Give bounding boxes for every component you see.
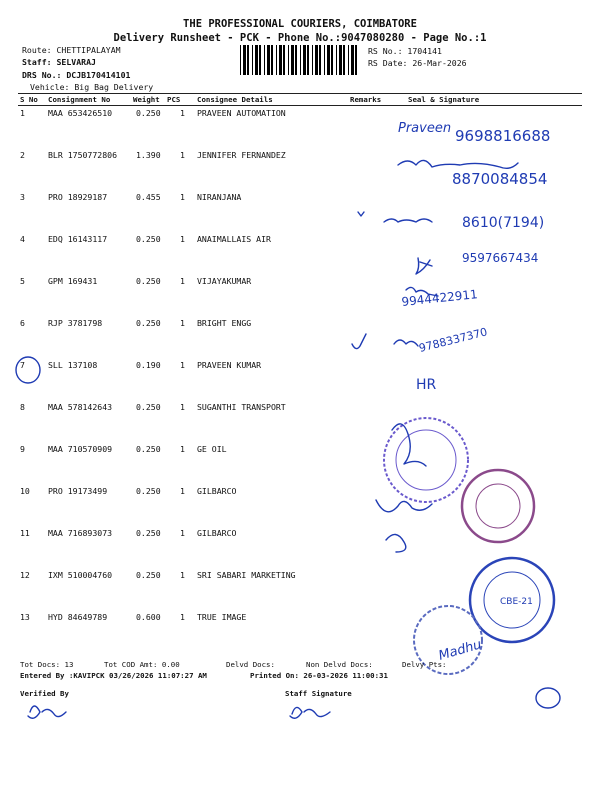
staff-signature-label: Staff Signature xyxy=(285,689,352,698)
cell-consignee: VIJAYAKUMAR xyxy=(197,276,252,286)
col-sno: S No xyxy=(20,95,38,104)
cell-pcs: 1 xyxy=(180,192,185,202)
delivered-docs: Delvd Docs: xyxy=(226,660,275,669)
staff-label: Staff: SELVARAJ xyxy=(22,57,96,67)
cell-weight: 0.455 xyxy=(136,192,161,202)
cell-consignee: PRAVEEN KUMAR xyxy=(197,360,262,370)
drs-label: DRS No.: DCJB170414101 xyxy=(22,70,131,80)
handwritten-initials-row7: HR xyxy=(416,377,437,393)
col-seal-signature: Seal & Signature xyxy=(408,95,480,104)
cell-sno: 3 xyxy=(20,192,25,202)
cell-consignment: MAA 578142643 xyxy=(48,402,113,412)
cell-consignment: HYD 84649789 xyxy=(48,612,108,622)
tick-mark-row6 xyxy=(352,334,366,349)
cell-consignee: SUGANTHI TRANSPORT xyxy=(197,402,286,412)
cell-weight: 0.250 xyxy=(136,234,161,244)
verified-by-signature xyxy=(28,706,66,718)
cell-consignment: MAA 716893073 xyxy=(48,528,113,538)
staff-signature-mark xyxy=(290,707,330,718)
cell-consignment: PRO 19173499 xyxy=(48,486,108,496)
cell-consignee: SRI SABARI MARKETING xyxy=(197,570,296,580)
cell-pcs: 1 xyxy=(180,486,185,496)
company-seal-large xyxy=(384,418,468,502)
handwritten-name-row1: Praveen xyxy=(398,121,452,136)
circle-mark-row7 xyxy=(16,357,40,383)
cell-pcs: 1 xyxy=(180,234,185,244)
delivery-points: Delvy Pts: xyxy=(402,660,447,669)
cell-consignee: ANAIMALLAIS AIR xyxy=(197,234,271,244)
cell-pcs: 1 xyxy=(180,318,185,328)
cell-consignee: PRAVEEN AUTOMATION xyxy=(197,108,286,118)
cell-weight: 0.250 xyxy=(136,276,161,286)
cell-pcs: 1 xyxy=(180,360,185,370)
handwritten-phone-row5: 9944422911 xyxy=(400,287,479,309)
non-delivered-docs: Non Delvd Docs: xyxy=(306,660,373,669)
signature-row3 xyxy=(384,219,432,222)
col-weight: Weight xyxy=(133,95,160,104)
signature-row4 xyxy=(416,258,432,274)
cell-sno: 2 xyxy=(20,150,25,160)
cell-weight: 0.250 xyxy=(136,486,161,496)
cell-sno: 12 xyxy=(20,570,30,580)
cell-sno: 9 xyxy=(20,444,25,454)
cell-weight: 0.600 xyxy=(136,612,161,622)
rs-date: RS Date: 26-Mar-2026 xyxy=(368,58,467,68)
cell-consignment: BLR 1750772806 xyxy=(48,150,118,160)
col-pcs: PCS xyxy=(167,95,181,104)
cell-consignment: MAA 653426510 xyxy=(48,108,113,118)
cell-pcs: 1 xyxy=(180,528,185,538)
cell-weight: 0.250 xyxy=(136,318,161,328)
stamp-code: CBE-21 xyxy=(500,597,533,607)
cell-sno: 11 xyxy=(20,528,30,538)
handwritten-name-row13: Madhu xyxy=(436,637,484,664)
cell-consignment: PRO 18929187 xyxy=(48,192,108,202)
cell-weight: 0.250 xyxy=(136,528,161,538)
printed-on: Printed On: 26-03-2026 11:00:31 xyxy=(250,671,388,680)
total-cod-amount: Tot COD Amt: 0.00 xyxy=(104,660,180,669)
cell-consignee: GILBARCO xyxy=(197,528,237,538)
handwritten-phone-row2: 8870084854 xyxy=(452,170,548,188)
total-docs: Tot Docs: 13 xyxy=(20,660,74,669)
verified-by-label: Verified By xyxy=(20,689,69,698)
cell-weight: 0.250 xyxy=(136,570,161,580)
cell-weight: 0.190 xyxy=(136,360,161,370)
cell-sno: 10 xyxy=(20,486,30,496)
route-label: Route: CHETTIPALAYAM xyxy=(22,45,121,55)
cell-pcs: 1 xyxy=(180,570,185,580)
cell-consignment: SLL 137108 xyxy=(48,360,98,370)
signature-rows-8-11 xyxy=(376,424,432,552)
cell-consignment: MAA 710570909 xyxy=(48,444,113,454)
cell-consignee: GILBARCO xyxy=(197,486,237,496)
document-subtitle: Delivery Runsheet - PCK - Phone No.:9047080280 - Page No.:1 xyxy=(113,32,487,44)
cell-pcs: 1 xyxy=(180,276,185,286)
signature-row6 xyxy=(394,340,418,346)
cell-consignee: GE OIL xyxy=(197,444,227,454)
circle-mark-footer xyxy=(536,688,560,708)
cell-weight: 0.250 xyxy=(136,108,161,118)
cell-sno: 4 xyxy=(20,234,25,244)
company-seal-purple xyxy=(462,470,534,542)
cell-sno: 13 xyxy=(20,612,30,622)
cell-weight: 0.250 xyxy=(136,402,161,412)
handwritten-phone-row6: 9788337370 xyxy=(417,325,489,355)
col-remarks: Remarks xyxy=(350,95,382,104)
cell-sno: 8 xyxy=(20,402,25,412)
tick-mark-row3 xyxy=(358,212,364,216)
cell-pcs: 1 xyxy=(180,444,185,454)
cell-consignee: BRIGHT ENGG xyxy=(197,318,252,328)
cell-consignment: IXM 510004760 xyxy=(48,570,113,580)
cell-weight: 1.390 xyxy=(136,150,161,160)
col-consignment: Consignment No xyxy=(48,95,111,104)
cell-consignee: NIRANJANA xyxy=(197,192,242,202)
company-seal-inner xyxy=(396,430,456,490)
cell-pcs: 1 xyxy=(180,150,185,160)
signature-row2 xyxy=(398,160,518,168)
company-seal-purple-inner xyxy=(476,484,520,528)
cell-consignment: GPM 169431 xyxy=(48,276,98,286)
handwritten-phone-row1: 9698816688 xyxy=(455,127,551,145)
cell-pcs: 1 xyxy=(180,402,185,412)
cell-sno: 5 xyxy=(20,276,25,286)
handwritten-phone-row4: 9597667434 xyxy=(462,251,539,265)
cell-consignee: JENNIFER FERNANDEZ xyxy=(197,150,286,160)
cell-sno: 6 xyxy=(20,318,25,328)
cell-sno: 1 xyxy=(20,108,25,118)
rs-number: RS No.: 1704141 xyxy=(368,46,442,56)
col-consignee: Consignee Details xyxy=(197,95,273,104)
entered-by: Entered By :KAVIPCK 03/26/2026 11:07:27 AM xyxy=(20,671,207,680)
vehicle-label: Vehicle: Big Bag Delivery xyxy=(30,82,154,92)
cell-consignee: TRUE IMAGE xyxy=(197,612,247,622)
cell-consignment: RJP 3781798 xyxy=(48,318,103,328)
cell-pcs: 1 xyxy=(180,612,185,622)
cell-weight: 0.250 xyxy=(136,444,161,454)
document-title: THE PROFESSIONAL COURIERS, COIMBATORE xyxy=(183,18,417,30)
cell-sno: 7 xyxy=(20,360,25,370)
cell-consignment: EDQ 16143117 xyxy=(48,234,108,244)
cell-pcs: 1 xyxy=(180,108,185,118)
handwritten-phone-row3: 8610(7194) xyxy=(462,215,545,231)
